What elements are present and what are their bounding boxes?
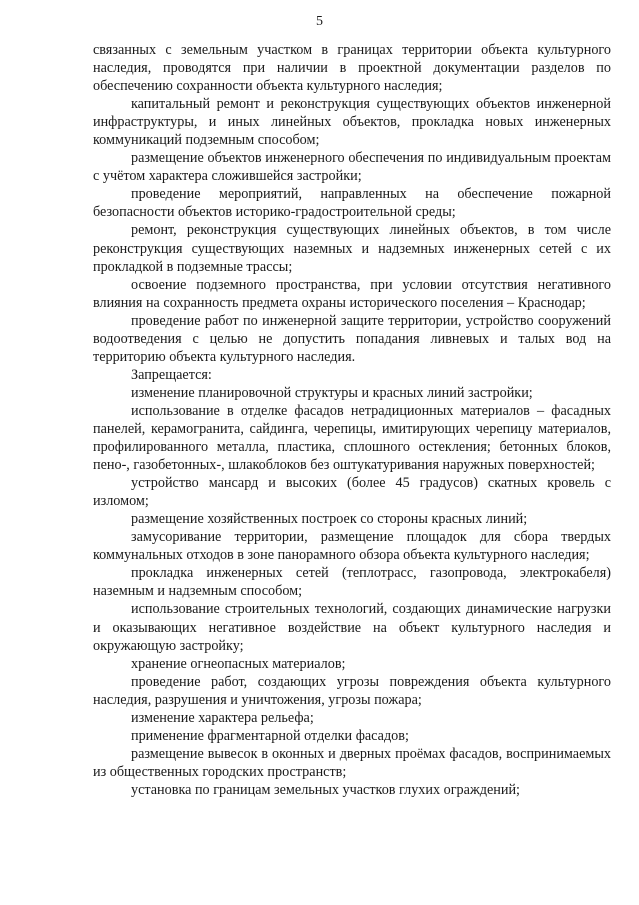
paragraph-mansard-roofs: устройство мансард и высоких (более 45 градусов) скатных кровель с изломом; [93, 475, 611, 510]
paragraph-linear-objects-repair: ремонт, реконструкция существующих линейных объектов, в том числе реконструкция существующих наземных и надземных инженерных сетей с их прокладкой в подземные трассы; [93, 222, 611, 275]
paragraph-planning-structure: изменение планировочной структуры и красных линий застройки; [131, 384, 533, 401]
paragraph-flammable-materials: хранение огнеопасных материалов; [131, 655, 346, 672]
page-number: 5 [316, 14, 323, 29]
paragraph-signage: размещение вывесок в оконных и дверных проёмах фасадов, воспринимаемых из общественных городских пространств; [93, 745, 611, 780]
paragraph-damage-threats: проведение работ, создающих угрозы повреждения объекта культурного наследия, разрушения и уничтожения, угрозы пожара; [93, 673, 611, 708]
paragraph-engineering-objects-placement: размещение объектов инженерного обеспечения по индивидуальным проектам с учётом характера сложившейся застройки; [93, 150, 611, 185]
paragraph-facade-materials: использование в отделке фасадов нетрадиционных материалов – фасадных панелей, керамогранита, сайдинга, черепицы, имитирующих черепицу материалов, профилированного металла, пластика, сплошного остекления; бетонных блоков, пено-, газобетонных-, шлакоблоков без оштукатуривания наружных поверхностей; [93, 402, 611, 474]
paragraph-utility-networks: прокладка инженерных сетей (теплотрасс, газопровода, электрокабеля) наземным и надземным способом; [93, 565, 611, 600]
paragraph-outbuildings: размещение хозяйственных построек со стороны красных линий; [131, 511, 528, 528]
paragraph-relief-change: изменение характера рельефа; [131, 709, 314, 726]
paragraph-engineering-infrastructure-repair: капитальный ремонт и реконструкция существующих объектов инженерной инфраструктуры, и иных линейных объектов, прокладка новых инженерных коммуникаций подземным способом; [93, 96, 611, 149]
paragraph-littering: замусоривание территории, размещение площадок для сбора твердых коммунальных отходов в зоне панорамного обзора объекта культурного наследия; [93, 529, 611, 564]
paragraph-engineering-protection: проведение работ по инженерной защите территории, устройство сооружений водоотведения с целью не допустить попадания ливневых и талых вод на территорию объекта культурного наследия. [93, 312, 611, 365]
section-heading-prohibited: Запрещается: [131, 366, 212, 383]
paragraph-underground-space: освоение подземного пространства, при условии отсутствия негативного влияния на сохранность предмета охраны исторического поселения – Краснодар; [93, 276, 611, 311]
document-body [93, 41, 611, 799]
paragraph-fire-safety: проведение мероприятий, направленных на обеспечение пожарной безопасности объектов историко-градостроительной среды; [93, 186, 611, 221]
paragraph-blind-fences: установка по границам земельных участков глухих ограждений; [131, 781, 520, 798]
paragraph-continuation: связанных с земельным участком в границах территории объекта культурного наследия, проводятся при наличии в проектной документации разделов по обеспечению сохранности объекта культурного наследия; [93, 42, 611, 95]
paragraph-fragmentary-finishing: применение фрагментарной отделки фасадов; [131, 727, 409, 744]
paragraph-construction-technologies: использование строительных технологий, создающих динамические нагрузки и оказывающих негативное воздействие на объект культурного наследия и окружающую застройку; [93, 601, 611, 654]
